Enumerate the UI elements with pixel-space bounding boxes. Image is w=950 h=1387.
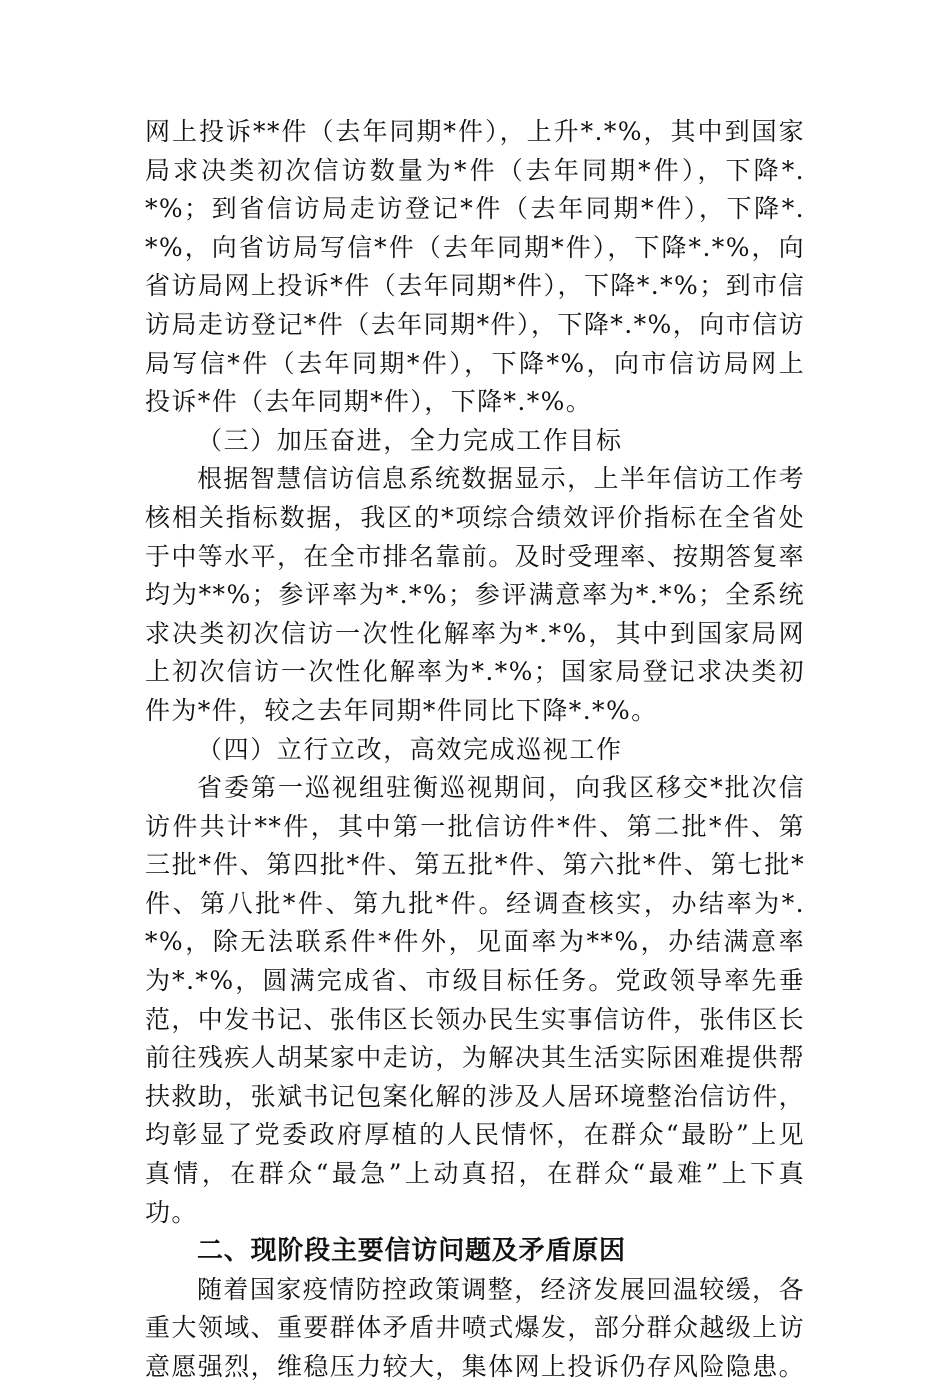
- document-page: [145, 113, 805, 1387]
- paragraph-current-situation: 随着国家疫情防控政策调整，经济发展回温较缓，各重大领域、重要群体矛盾井喷式爆发，部分群众越级上访意愿强烈，维稳压力较大，集体网上投诉仍存风险隐患。: [145, 1274, 806, 1381]
- paragraph-inspection-cases: 省委第一巡视组驻衡巡视期间，向我区移交*批次信访件共计**件，其中第一批信访件*件、第二批*件、第三批*件、第四批*件、第五批*件、第六批*件、第七批*件、第八批*件、第九批*件。经调查核实，办结率为*.*%，除无法联系件*件外，见面率为**%，办结满意率为*.*%，圆满完成省、市级目标任务。党政领导率先垂范，中发书记、张伟区长领办民生实事信访件，张伟区长前往残疾人胡某家中走访，为解决其生活实际困难提供帮扶救助，张斌书记包案化解的涉及人居环境整治信访件，均彰显了党委政府厚植的人民情怀，在群众“最盼”上见真情，在群众“最急”上动真招，在群众“最难”上下真功。: [145, 773, 806, 1227]
- paragraph-assessment-indicators: 根据智慧信访信息系统数据显示，上半年信访工作考核相关指标数据，我区的*项综合绩效评价指标在全省处于中等水平，在全市排名靠前。及时受理率、按期答复率均为**%；参评率为*.*%；参评满意率为*.*%；全系统求决类初次信访一次性化解率为*.*%，其中到国家局网上初次信访一次性化解率为*.*%；国家局登记求决类初件为*件，较之去年同期*件同比下降*.*%。: [145, 464, 806, 725]
- subheading-inspection-work: （四）立行立改，高效完成巡视工作: [197, 734, 623, 764]
- paragraph-continued-statistics: 网上投诉**件（去年同期*件），上升*.*%，其中到国家局求决类初次信访数量为*件（去年同期*件），下降*.*%；到省信访局走访登记*件（去年同期*件），下降*.*%，向省访局写信*件（去年同期*件），下降*.*%，向省访局网上投诉*件（去年同期*件），下降*.*%；到市信访局走访登记*件（去年同期*件），下降*.*%，向市信访局写信*件（去年同期*件），下降*%，向市信访局网上投诉*件（去年同期*件），下降*.*%。: [145, 117, 805, 417]
- section-heading-main-problems: 二、现阶段主要信访问题及矛盾原因: [197, 1236, 626, 1267]
- subheading-work-goals: （三）加压奋进，全力完成工作目标: [197, 425, 623, 455]
